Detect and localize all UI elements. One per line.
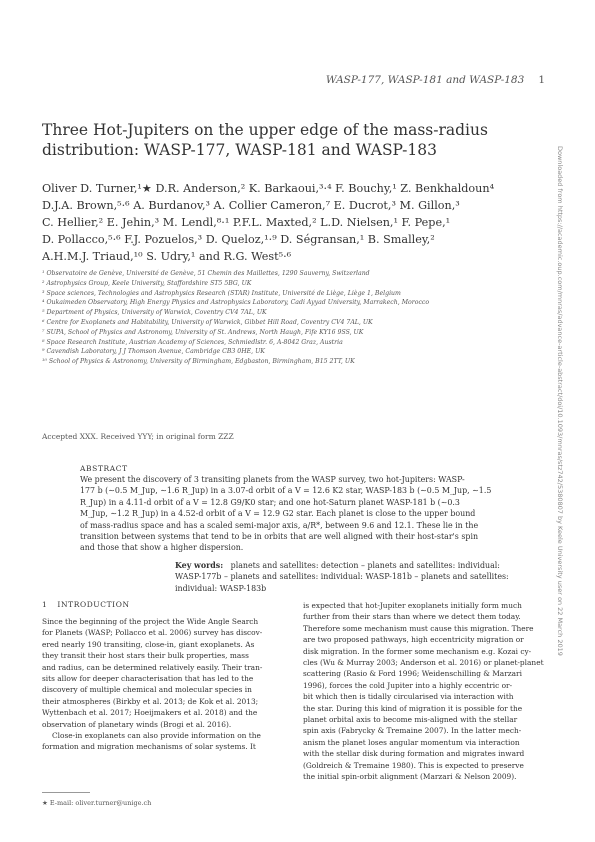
section-heading: [42, 600, 130, 609]
section-number: 1: [42, 600, 48, 609]
body-line: anism the planet loses angular momentum via interaction: [303, 737, 520, 747]
page-number: 1: [538, 74, 545, 86]
left-column: [42, 616, 287, 753]
body-line: scattering (Rasio & Ford 1996; Weidenschilling & Marzari: [303, 669, 522, 679]
abstract-line: 177 b (∼0.5 M_Jup, ∼1.6 R_Jup) in a 3.07-d orbit of a V = 12.6 K2 star, WASP-183 b (∼0.5 M_Jup, ∼1.5: [80, 486, 492, 496]
abstract-body: [80, 474, 548, 554]
abstract-line: transition between systems that tend to be in orbits that are well aligned with their host-star's spin: [80, 532, 479, 542]
body-line: planet orbital axis to become mis-aligned with the stellar: [303, 715, 518, 725]
body-line: their atmospheres (Birkby et al. 2013; de Kok et al. 2013;: [42, 696, 259, 706]
abstract-heading: ABSTRACT: [80, 464, 128, 473]
author-line: Oliver D. Turner,¹★ D.R. Anderson,² K. Barkaoui,³·⁴ F. Bouchy,¹ Z. Benkhaldoun⁴: [42, 182, 495, 195]
author-line: C. Hellier,² E. Jehin,³ M. Lendl,⁸·¹ P.F.L. Maxted,² L.D. Nielsen,¹ F. Pepe,¹: [42, 216, 451, 229]
right-column: [303, 600, 548, 783]
keywords-line: individual: WASP-183b: [175, 583, 267, 593]
body-line: sits allow for deeper characterisation that has led to the: [42, 674, 254, 684]
body-line: for Planets (WASP; Pollacco et al. 2006) survey has discov-: [42, 628, 263, 638]
affiliation-list: [42, 269, 562, 367]
body-line: further from their stars than where we detect them today.: [303, 612, 521, 622]
affiliation: ⁴ Oukaimeden Observatory, High Energy Physics and Astrophysics Laboratory, Cadi Ayyad University, Marrakech, Morocco: [42, 299, 430, 307]
abstract-line: M_Jup, ∼1.2 R_Jup) in a 4.52-d orbit of a V = 12.9 G2 star. Each planet is close to the upper bound: [80, 509, 476, 519]
body-line: disk migration. In the former some mechanism e.g. Kozai cy-: [303, 646, 532, 656]
keywords-line: WASP-177b – planets and satellites: individual: WASP-181b – planets and satellites:: [175, 572, 509, 582]
paper-title: [42, 120, 512, 160]
section-title: INTRODUCTION: [57, 600, 130, 609]
affiliation: ⁶ Centre for Exoplanets and Habitability, University of Warwick, Gibbet Hill Road, Coventry CV4 7AL, UK: [42, 318, 373, 326]
footnote-divider: [42, 792, 90, 793]
author-line: A.H.M.J. Triaud,¹⁰ S. Udry,¹ and R.G. West⁵·⁶: [42, 250, 292, 263]
body-line: 1996), forces the cold Jupiter into a highly eccentric or-: [303, 680, 513, 690]
body-line: observation of planetary winds (Brogi et al. 2016).: [42, 719, 232, 729]
body-line: Wyttenbach et al. 2017; Hoeijmakers et al. 2018) and the: [42, 708, 258, 718]
affiliation: ³ Space sciences, Technologies and Astrophysics Research (STAR) Institute, Université de Liège, Liège 1, Belgium: [42, 289, 401, 297]
affiliation: ² Astrophysics Group, Keele University, Staffordshire ST5 5BG, UK: [42, 279, 252, 287]
author-line: D.J.A. Brown,⁵·⁶ A. Burdanov,³ A. Collier Cameron,⁷ E. Ducrot,³ M. Gillon,³: [42, 199, 460, 212]
title-line-1: Three Hot-Jupiters on the upper edge of the mass-radius: [42, 121, 488, 139]
body-line: cles (Wu & Murray 2003; Anderson et al. 2016) or planet-planet: [303, 658, 544, 668]
body-line: the star. During this kind of migration it is possible for the: [303, 703, 523, 713]
download-watermark: Downloaded from https://academic.oup.com/mnras/advance-article-abstract/doi/10.1093/mnras/stz742/5380807 by Keele University user on 22 March 2019: [556, 146, 564, 656]
body-line: with the stellar disk during formation and migrates inward: [303, 749, 525, 759]
title-line-2: distribution: WASP-177, WASP-181 and WASP-183: [42, 141, 437, 159]
footnote-email: ★ E-mail: oliver.turner@unige.ch: [42, 799, 152, 807]
body-line: the initial spin-orbit alignment (Marzari & Nelson 2009).: [303, 772, 517, 782]
abstract-line: R_Jup) in a 4.11-d orbit of a V = 12.8 G9/K0 star; and one hot-Saturn planet WASP-181 b (∼0.3: [80, 497, 460, 507]
affiliation: ⁹ Cavendish Laboratory, J J Thomson Avenue, Cambridge CB3 0HE, UK: [42, 348, 265, 356]
affiliation: ⁸ Space Research Institute, Austrian Academy of Sciences, Schmiedlstr. 6, A-8042 Graz, Austria: [42, 338, 343, 346]
abstract-line: We present the discovery of 3 transiting planets from the WASP survey, two hot-Jupiters: WASP-: [80, 475, 465, 484]
body-line: Close-in exoplanets can also provide information on the: [52, 731, 261, 741]
keywords-label: Key words:: [175, 561, 224, 570]
body-line: they transit their host stars their bulk properties, mass: [42, 651, 249, 661]
author-line: D. Pollacco,⁵·⁶ F.J. Pozuelos,³ D. Queloz,¹·⁹ D. Ségransan,¹ B. Smalley,²: [42, 233, 435, 246]
keywords-line: [175, 560, 547, 571]
affiliation: ⁵ Department of Physics, University of Warwick, Coventry CV4 7AL, UK: [42, 309, 267, 317]
body-line: formation and migration mechanisms of solar systems. It: [42, 742, 256, 752]
body-line: are two proposed pathways, high eccentricity migration or: [303, 635, 524, 645]
author-list: [42, 180, 562, 265]
body-line: is expected that hot-Jupiter exoplanets initially form much: [303, 601, 522, 610]
abstract-line: of mass-radius space and has a scaled semi-major axis, a/R*, between 9.6 and 12.1. These lie in the: [80, 520, 479, 530]
abstract-line: and those that show a higher dispersion.: [80, 543, 244, 553]
affiliation: ¹⁰ School of Physics & Astronomy, University of Birmingham, Edgbaston, Birmingham, B15 2TT, UK: [42, 358, 355, 366]
body-line: Therefore some mechanism must cause this migration. There: [303, 623, 534, 633]
body-line: (Goldreich & Tremaine 1980). This is expected to preserve: [303, 760, 524, 770]
received-dates: Accepted XXX. Received YYY; in original form ZZZ: [42, 432, 234, 441]
keywords-text: planets and satellites: detection – planets and satellites: individual:: [230, 561, 500, 570]
body-line: Since the beginning of the project the Wide Angle Search: [42, 617, 259, 626]
body-line: and radius, can be determined relatively easily. Their tran-: [42, 662, 263, 672]
affiliation: ¹ Observatoire de Genève, Université de Genève, 51 Chemin des Maillettes, 1290 Sauverny, Switzerland: [42, 270, 370, 277]
running-head: [320, 74, 545, 86]
running-head-title: WASP-177, WASP-181 and WASP-183: [325, 74, 525, 86]
body-line: ered nearly 190 transiting, close-in, giant exoplanets. As: [42, 639, 255, 649]
body-line: spin axis (Fabrycky & Tremaine 2007). In the latter mech-: [303, 726, 522, 736]
affiliation: ⁷ SUPA, School of Physics and Astronomy, University of St. Andrews, North Haugh, Fife KY16 9SS, UK: [42, 328, 364, 336]
keywords: [175, 560, 547, 594]
body-line: bit which then is tidally circularised via interaction with: [303, 692, 514, 702]
body-line: discovery of multiple chemical and molecular species in: [42, 685, 252, 695]
